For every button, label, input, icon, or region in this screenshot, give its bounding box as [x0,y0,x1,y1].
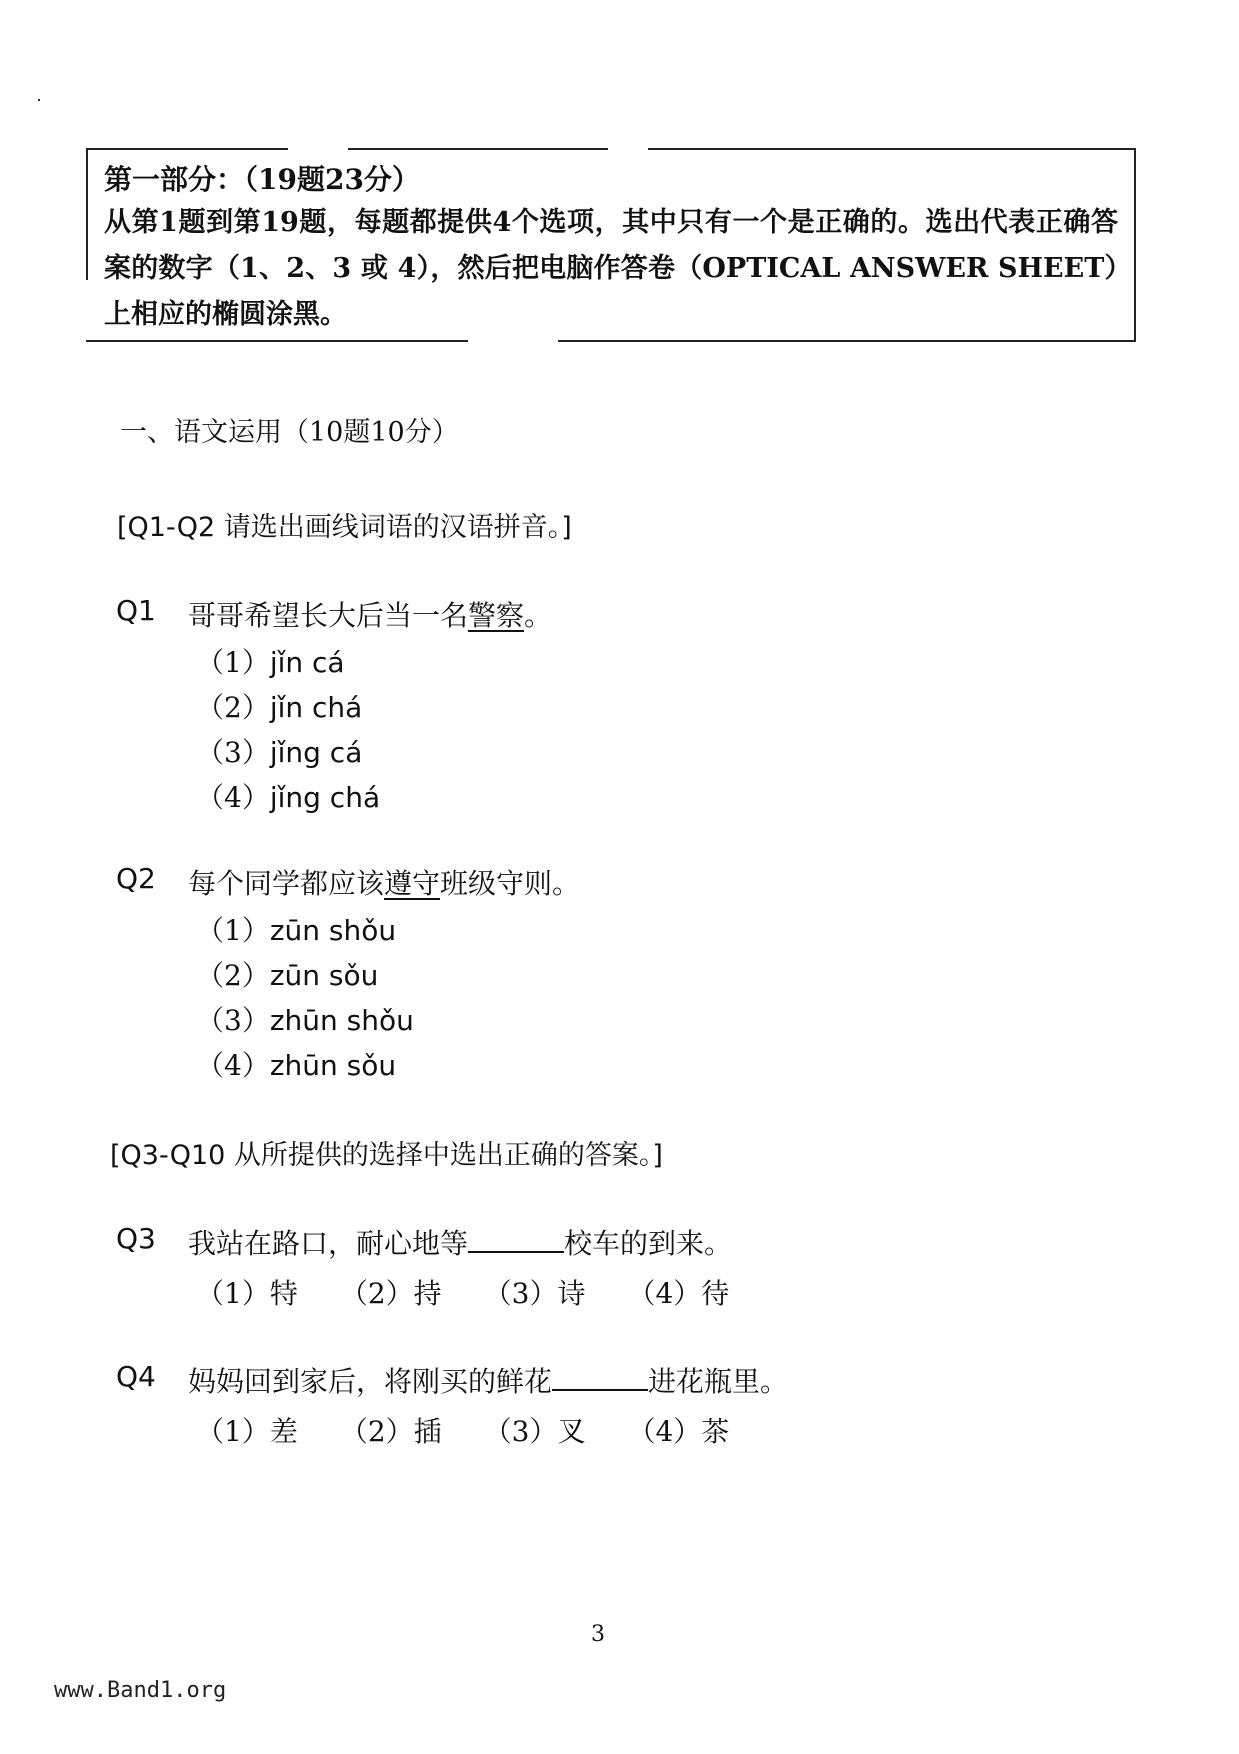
option-3[interactable]: （3）zhūn shǒu [196,1004,414,1037]
question-stem: 妈妈回到家后，将刚买的鲜花 进花瓶里。 [188,1360,788,1400]
option-2[interactable]: （2）持 [339,1277,442,1310]
instructions-text: 从第1题到第19题，每题都提供4个选项，其中只有一个是正确的。选出代表正确答案的数字（1、2、3 或 4），然后把电脑作答卷（OPTICAL ANSWER SHEET）上相应的椭圆涂黑。 [104,207,1118,330]
box-border-gap [288,147,348,152]
question-stem: 每个同学都应该遵守班级守则。 [188,867,581,900]
question-stem: 我站在路口，耐心地等 校车的到来。 [188,1222,732,1262]
instructions-box [86,148,1136,342]
option-1[interactable]: （1）特 [196,1277,298,1310]
section-title: 一、语文运用（10题10分） [120,417,459,448]
footer-url[interactable]: www.Band1.org [54,1678,227,1703]
box-border-gap [85,280,90,340]
option-4[interactable]: （4）zhūn sǒu [196,1049,397,1082]
underlined-word: 警察 [468,599,525,632]
option-3[interactable]: （3）jǐng cá [196,736,363,769]
option-1[interactable]: （1）zūn shǒu [196,914,397,947]
option-2[interactable]: （2）插 [339,1415,442,1448]
option-row [196,1410,771,1450]
option-list [196,640,380,820]
option-1[interactable]: （1）jǐn cá [196,646,345,679]
option-list [196,908,414,1088]
stray-mark [38,99,40,101]
box-border-gap [608,147,648,152]
underlined-word: 遵守 [384,867,441,900]
option-2[interactable]: （2）jǐn chá [196,691,363,724]
option-3[interactable]: （3）诗 [483,1277,586,1310]
option-4[interactable]: （4）jǐng chá [196,781,381,814]
part-title: 第一部分：（19题23分） [104,163,420,196]
question-number: Q4 [116,1360,156,1393]
option-3[interactable]: （3）叉 [483,1415,586,1448]
answer-blank [552,1361,648,1391]
page-number: 3 [591,1622,605,1647]
box-border-gap [468,338,558,343]
option-2[interactable]: （2）zūn sǒu [196,959,379,992]
option-1[interactable]: （1）差 [196,1415,298,1448]
group-note-q3-q10: [Q3-Q10 从所提供的选择中选出正确的答案。] [110,1140,663,1171]
option-4[interactable]: （4）待 [627,1277,730,1310]
group-note-q1-q2: [Q1-Q2 请选出画线词语的汉语拼音。] [117,512,572,543]
question-number: Q1 [116,594,156,627]
question-number: Q3 [116,1222,156,1255]
question-stem: 哥哥希望长大后当一名警察。 [188,599,553,632]
option-row [196,1272,771,1312]
option-4[interactable]: （4）茶 [627,1415,730,1448]
question-number: Q2 [116,862,156,895]
answer-blank [468,1223,564,1253]
